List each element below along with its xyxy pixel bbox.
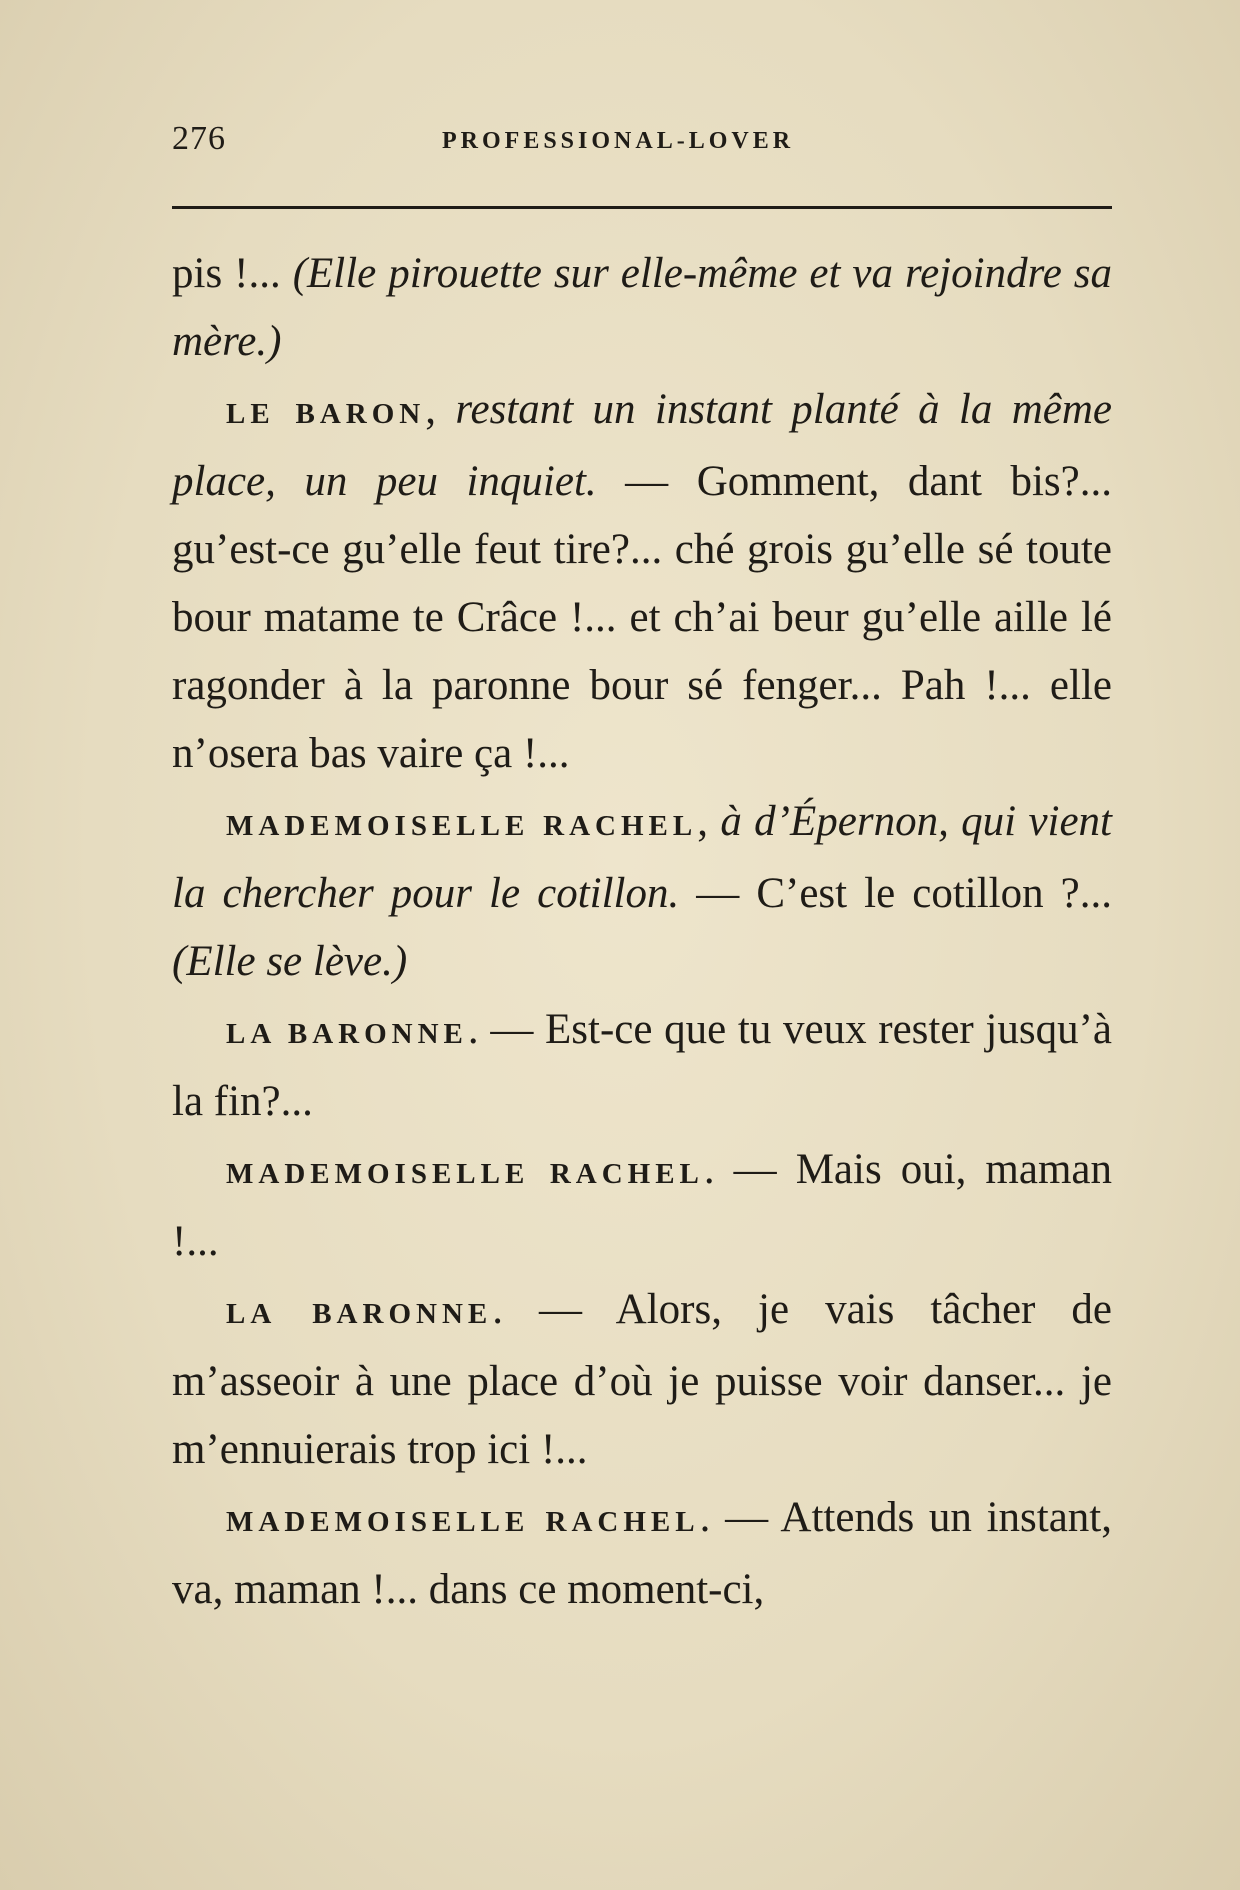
page-header	[172, 120, 1112, 170]
speech-text: — Mais oui, maman !...	[172, 1146, 1112, 1265]
paragraph-mademoiselle-rachel	[172, 1136, 1112, 1276]
speech-text: — Attends un instant, va, maman !... dans ce moment-ci,	[172, 1494, 1113, 1613]
speaker-name: LA BARONNE	[226, 1298, 493, 1330]
page-number: 276	[172, 120, 226, 157]
speech-text: — Gomment, dant bis?... gu’est-ce gu’elle feut tire?... ché grois gu’elle sé toute bour matame te Crâce !... et ch’ai beur gu’elle aille lé ragonder à la paronne bour sé fenger... Pah !... elle n’osera bas vaire ça !...	[172, 458, 1112, 777]
speaker-name: MADEMOISELLE RACHEL	[226, 1506, 700, 1538]
speaker-name: MADEMOISELLE RACHEL	[226, 1158, 704, 1190]
speaker-separator: ,	[697, 798, 721, 845]
paragraph-mademoiselle-rachel	[172, 1484, 1112, 1624]
paragraph-la-baronne	[172, 996, 1112, 1136]
header-rule	[172, 206, 1112, 209]
stage-direction: restant un instant planté à la même place, un peu inquiet.	[172, 386, 1112, 505]
speaker-separator: .	[492, 1286, 503, 1333]
dialogue-text	[172, 240, 1112, 1624]
speaker-name: LE BARON	[226, 398, 426, 430]
paragraph-le-baron	[172, 376, 1112, 788]
speech-text: — Est-ce que tu veux rester jusqu’à la fin?...	[172, 1006, 1113, 1125]
speaker-separator: ,	[425, 386, 456, 433]
stage-direction: à d’Épernon, qui vient la chercher pour le cotillon.	[172, 798, 1113, 917]
stage-direction: (Elle pirouette sur elle-même et va rejoindre sa mère.)	[172, 250, 1112, 365]
speaker-separator: .	[467, 1006, 479, 1053]
speaker-name: MADEMOISELLE RACHEL	[226, 810, 698, 842]
paragraph-mademoiselle-rachel	[172, 788, 1112, 996]
text-fragment: pis !...	[172, 250, 293, 297]
speaker-separator: .	[699, 1494, 711, 1541]
speech-text: — C’est le cotillon ?...	[679, 870, 1112, 917]
speaker-separator: .	[703, 1146, 715, 1193]
paragraph-la-baronne	[172, 1276, 1112, 1484]
stage-direction: (Elle se lève.)	[172, 938, 408, 985]
running-title: PROFESSIONAL-LOVER	[442, 128, 795, 154]
speaker-name: LA BARONNE	[226, 1018, 468, 1050]
speech-text: — Alors, je vais tâcher de m’asseoir à une place d’où je puisse voir danser... je m’ennuierais trop ici !...	[172, 1286, 1112, 1473]
paragraph-stage-direction	[172, 240, 1112, 376]
